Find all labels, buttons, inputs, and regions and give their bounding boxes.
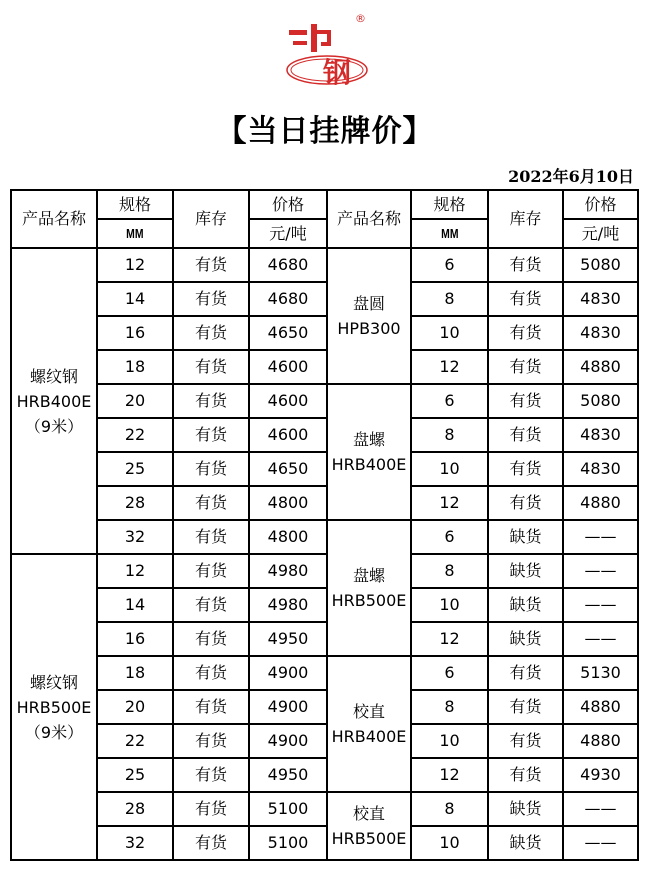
stock-cell: 有货 xyxy=(173,724,249,758)
table-row xyxy=(11,486,638,520)
price-date: 2022年6月10日 xyxy=(508,167,634,186)
spec-cell: 8 xyxy=(411,554,488,588)
stock-cell: 有货 xyxy=(488,248,563,282)
hugang-logo xyxy=(283,8,373,92)
product-note: （9米） xyxy=(24,722,84,742)
header-price-unit: 元/吨 xyxy=(563,219,638,248)
product-group-cell xyxy=(327,384,411,520)
header-price: 价格 xyxy=(249,190,327,219)
table-row xyxy=(11,588,638,622)
product-group-cell xyxy=(327,656,411,792)
product-grade: HRB500E xyxy=(331,829,407,848)
header-spec-unit xyxy=(411,219,488,248)
table-row xyxy=(11,690,638,724)
table-row xyxy=(11,418,638,452)
svg-text:钢: 钢 xyxy=(323,56,352,89)
stock-cell: 有货 xyxy=(488,758,563,792)
stock-cell: 有货 xyxy=(488,486,563,520)
spec-cell: 32 xyxy=(97,826,173,860)
product-group-cell xyxy=(11,248,97,554)
price-cell: —— xyxy=(563,554,638,588)
product-group-cell xyxy=(327,248,411,384)
spec-cell: 28 xyxy=(97,486,173,520)
price-cell: —— xyxy=(563,826,638,860)
stock-cell: 有货 xyxy=(173,622,249,656)
price-cell: 4830 xyxy=(563,418,638,452)
product-name: 盘螺 xyxy=(352,430,385,449)
table-row xyxy=(11,350,638,384)
header-price-unit: 元/吨 xyxy=(249,219,327,248)
product-name: 校直 xyxy=(352,702,385,721)
spec-cell: 8 xyxy=(411,282,488,316)
price-cell: 4650 xyxy=(249,452,327,486)
svg-text:®: ® xyxy=(355,12,366,25)
price-cell: 4900 xyxy=(249,690,327,724)
spec-cell: 8 xyxy=(411,690,488,724)
stock-cell: 有货 xyxy=(173,418,249,452)
table-row xyxy=(11,384,638,418)
stock-cell: 有货 xyxy=(488,452,563,486)
price-cell: 4880 xyxy=(563,350,638,384)
price-cell: 4680 xyxy=(249,248,327,282)
price-cell: 4600 xyxy=(249,384,327,418)
product-grade: HRB400E xyxy=(331,455,407,474)
stock-cell: 缺货 xyxy=(488,588,563,622)
price-cell: 4880 xyxy=(563,486,638,520)
stock-cell: 缺货 xyxy=(488,826,563,860)
spec-cell: 12 xyxy=(97,554,173,588)
stock-cell: 缺货 xyxy=(488,554,563,588)
stock-cell: 有货 xyxy=(488,656,563,690)
spec-cell: 10 xyxy=(411,452,488,486)
spec-cell: 14 xyxy=(97,588,173,622)
stock-cell: 缺货 xyxy=(488,520,563,554)
stock-cell: 有货 xyxy=(488,690,563,724)
price-cell: 4880 xyxy=(563,724,638,758)
header-price: 价格 xyxy=(563,190,638,219)
stock-cell: 有货 xyxy=(488,282,563,316)
spec-cell: 20 xyxy=(97,690,173,724)
price-cell: 4600 xyxy=(249,350,327,384)
header-stock: 库存 xyxy=(173,190,249,248)
price-cell: 4830 xyxy=(563,282,638,316)
price-cell: —— xyxy=(563,588,638,622)
header-product: 产品名称 xyxy=(327,190,411,248)
price-cell: 5130 xyxy=(563,656,638,690)
price-cell: 4680 xyxy=(249,282,327,316)
page-title: 【当日挂牌价】 xyxy=(216,114,434,149)
spec-cell: 6 xyxy=(411,520,488,554)
stock-cell: 有货 xyxy=(173,452,249,486)
spec-cell: 16 xyxy=(97,316,173,350)
price-cell: —— xyxy=(563,622,638,656)
price-cell: 4980 xyxy=(249,554,327,588)
product-note: （9米） xyxy=(24,416,84,436)
table-row xyxy=(11,758,638,792)
price-cell: 5100 xyxy=(249,792,327,826)
spec-cell: 12 xyxy=(97,248,173,282)
stock-cell: 有货 xyxy=(173,554,249,588)
header-product: 产品名称 xyxy=(11,190,97,248)
price-cell: 4930 xyxy=(563,758,638,792)
price-cell: 5080 xyxy=(563,384,638,418)
spec-cell: 10 xyxy=(411,588,488,622)
spec-cell: 20 xyxy=(97,384,173,418)
stock-cell: 有货 xyxy=(488,350,563,384)
product-name: 盘圆 xyxy=(352,294,385,313)
price-cell: 4950 xyxy=(249,622,327,656)
stock-cell: 缺货 xyxy=(488,622,563,656)
product-group-cell xyxy=(327,520,411,656)
product-group-cell xyxy=(327,792,411,860)
stock-cell: 有货 xyxy=(173,690,249,724)
table-row xyxy=(11,520,638,554)
spec-cell: 22 xyxy=(97,724,173,758)
spec-cell: 6 xyxy=(411,656,488,690)
table-row xyxy=(11,316,638,350)
stock-cell: 有货 xyxy=(173,486,249,520)
table-row xyxy=(11,554,638,588)
price-cell: 4900 xyxy=(249,724,327,758)
price-cell: 4800 xyxy=(249,486,327,520)
price-cell: 5100 xyxy=(249,826,327,860)
stock-cell: 有货 xyxy=(173,248,249,282)
product-grade: HRB500E xyxy=(331,591,407,610)
table-row xyxy=(11,622,638,656)
table-row xyxy=(11,826,638,860)
spec-cell: 12 xyxy=(411,486,488,520)
header-spec-unit xyxy=(97,219,173,248)
spec-cell: 6 xyxy=(411,248,488,282)
price-cell: 4830 xyxy=(563,316,638,350)
spec-cell: 18 xyxy=(97,350,173,384)
stock-cell: 有货 xyxy=(173,384,249,418)
stock-cell: 缺货 xyxy=(488,792,563,826)
product-grade: HPB300 xyxy=(337,319,401,338)
table-row xyxy=(11,282,638,316)
spec-cell: 10 xyxy=(411,724,488,758)
table-row xyxy=(11,792,638,826)
table-row xyxy=(11,248,638,282)
spec-cell: 12 xyxy=(411,622,488,656)
spec-cell: 12 xyxy=(411,350,488,384)
price-cell: 4900 xyxy=(249,656,327,690)
spec-cell: 10 xyxy=(411,316,488,350)
price-cell: 4830 xyxy=(563,452,638,486)
price-cell: 4800 xyxy=(249,520,327,554)
table-row xyxy=(11,656,638,690)
stock-cell: 有货 xyxy=(173,520,249,554)
price-cell: 5080 xyxy=(563,248,638,282)
product-grade: HRB500E xyxy=(16,697,92,717)
stock-cell: 有货 xyxy=(488,384,563,418)
stock-cell: 有货 xyxy=(488,316,563,350)
price-cell: —— xyxy=(563,520,638,554)
stock-cell: 有货 xyxy=(173,350,249,384)
stock-cell: 有货 xyxy=(488,724,563,758)
stock-cell: 有货 xyxy=(488,418,563,452)
header-spec: 规格 xyxy=(411,190,488,219)
stock-cell: 有货 xyxy=(173,758,249,792)
stock-cell: 有货 xyxy=(173,282,249,316)
product-name: 盘螺 xyxy=(352,566,385,585)
product-grade: HRB400E xyxy=(16,391,92,411)
spec-cell: 14 xyxy=(97,282,173,316)
spec-unit-label: MM xyxy=(440,226,459,241)
header-spec: 规格 xyxy=(97,190,173,219)
price-cell: 4980 xyxy=(249,588,327,622)
stock-cell: 有货 xyxy=(173,792,249,826)
price-cell: 4880 xyxy=(563,690,638,724)
stock-cell: 有货 xyxy=(173,826,249,860)
price-cell: 4600 xyxy=(249,418,327,452)
spec-cell: 18 xyxy=(97,656,173,690)
spec-cell: 22 xyxy=(97,418,173,452)
price-table xyxy=(10,189,639,861)
spec-cell: 8 xyxy=(411,792,488,826)
spec-cell: 28 xyxy=(97,792,173,826)
spec-cell: 6 xyxy=(411,384,488,418)
table-row xyxy=(11,452,638,486)
price-cell: 4650 xyxy=(249,316,327,350)
table-row xyxy=(11,724,638,758)
spec-cell: 10 xyxy=(411,826,488,860)
stock-cell: 有货 xyxy=(173,656,249,690)
spec-cell: 32 xyxy=(97,520,173,554)
spec-cell: 25 xyxy=(97,758,173,792)
product-group-cell xyxy=(11,554,97,860)
product-grade: HRB400E xyxy=(331,727,407,746)
stock-cell: 有货 xyxy=(173,588,249,622)
product-name: 螺纹钢 xyxy=(29,366,78,386)
header-stock: 库存 xyxy=(488,190,563,248)
spec-cell: 16 xyxy=(97,622,173,656)
spec-unit-label: MM xyxy=(126,226,144,241)
price-cell: —— xyxy=(563,792,638,826)
spec-cell: 12 xyxy=(411,758,488,792)
spec-cell: 25 xyxy=(97,452,173,486)
stock-cell: 有货 xyxy=(173,316,249,350)
product-name: 校直 xyxy=(352,804,385,823)
price-cell: 4950 xyxy=(249,758,327,792)
product-name: 螺纹钢 xyxy=(29,672,78,692)
spec-cell: 8 xyxy=(411,418,488,452)
